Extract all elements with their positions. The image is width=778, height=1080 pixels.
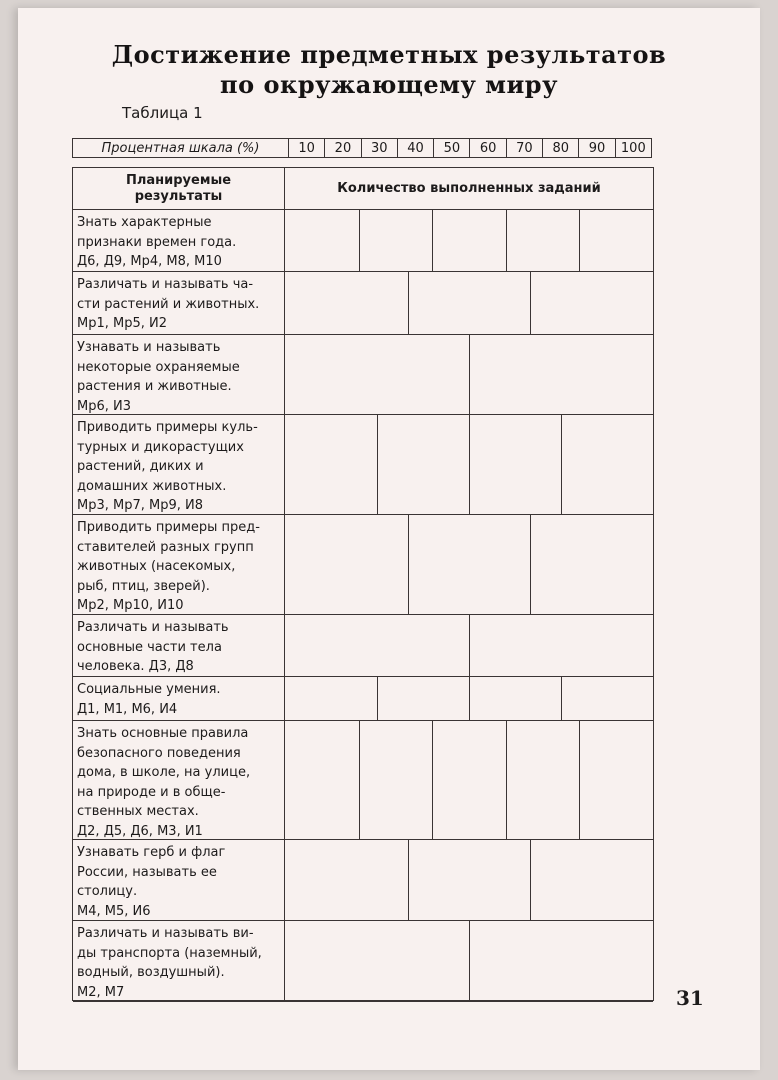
scale-cell: 60	[470, 139, 506, 157]
scale-cell: 90	[579, 139, 615, 157]
title-line-1: Достижение предметных результатов	[111, 40, 667, 69]
cell-divider	[359, 721, 360, 839]
task-count-header: Количество выполненных заданий	[285, 168, 653, 210]
cell-divider	[530, 515, 531, 614]
cell-divider	[579, 210, 580, 271]
task-cells-row	[285, 415, 653, 515]
task-cells-row	[285, 721, 653, 840]
cell-divider	[506, 210, 507, 271]
task-cells-row	[285, 335, 653, 415]
cell-divider	[377, 677, 378, 720]
task-cells-row	[285, 921, 653, 1002]
task-cells-row	[285, 272, 653, 335]
cell-divider	[408, 272, 409, 334]
row-label: Приводить примеры куль- турных и дикорастущих растений, диких и домашних животных. Мр3, Мр7, Мр9, И8	[73, 415, 285, 515]
cell-divider	[469, 415, 470, 514]
cell-divider	[469, 615, 470, 676]
cell-divider	[561, 677, 562, 720]
page-title	[18, 40, 760, 100]
cell-divider	[579, 721, 580, 839]
task-cells-row	[285, 677, 653, 721]
table-label: Таблица 1	[122, 104, 203, 122]
cell-divider	[469, 335, 470, 414]
scale-cell: 100	[620, 140, 646, 156]
task-cells-row	[285, 515, 653, 615]
row-label: Узнавать герб и флаг России, называть ее столицу. М4, М5, И6	[73, 840, 285, 921]
page-number: 31	[676, 986, 704, 1010]
percent-scale	[72, 138, 652, 158]
task-cells-row	[285, 840, 653, 921]
cell-divider	[359, 210, 360, 271]
scale-cell: 10	[289, 139, 325, 157]
cell-divider	[432, 210, 433, 271]
task-cells-row	[285, 210, 653, 272]
results-table	[72, 167, 654, 1001]
cell-divider	[561, 415, 562, 514]
cell-divider	[377, 415, 378, 514]
cell-divider	[530, 840, 531, 920]
row-label: Социальные умения. Д1, М1, М6, И4	[73, 677, 285, 721]
row-label: Различать и называть ви- ды транспорта (наземный, водный, воздушный). М2, М7	[73, 921, 285, 1002]
cell-divider	[408, 840, 409, 920]
cell-divider	[432, 721, 433, 839]
planned-results-header: Планируемые результаты	[73, 168, 285, 210]
scale-cell: 70	[507, 139, 543, 157]
scale-cell: 80	[543, 139, 579, 157]
scale-cell: 40	[398, 139, 434, 157]
task-cells-row	[285, 615, 653, 677]
title-line-2: по окружающему миру	[220, 70, 558, 99]
cell-divider	[530, 272, 531, 334]
scale-cell: 20	[325, 139, 361, 157]
row-label: Знать основные правила безопасного поведения дома, в школе, на улице, на природе и в обще- ственных местах. Д2, Д5, Д6, М3, И1	[73, 721, 285, 840]
row-label: Различать и называть основные части тела человека. Д3, Д8	[73, 615, 285, 677]
row-label: Узнавать и называть некоторые охраняемые растения и животные. Мр6, И3	[73, 335, 285, 415]
scale-cell: 30	[362, 139, 398, 157]
cell-divider	[506, 721, 507, 839]
cell-divider	[469, 677, 470, 720]
row-label: Знать характерные признаки времен года. Д6, Д9, Мр4, М8, М10	[73, 210, 285, 272]
percent-scale-label: Процентная шкала (%)	[73, 139, 289, 157]
cell-divider	[408, 515, 409, 614]
row-label: Приводить примеры пред- ставителей разных групп животных (насекомых, рыб, птиц, зверей). Мр2, Мр10, И10	[73, 515, 285, 615]
scale-cell: 50	[434, 139, 470, 157]
cell-divider	[469, 921, 470, 1001]
row-label: Различать и называть ча- сти растений и животных. Мр1, Мр5, И2	[73, 272, 285, 335]
